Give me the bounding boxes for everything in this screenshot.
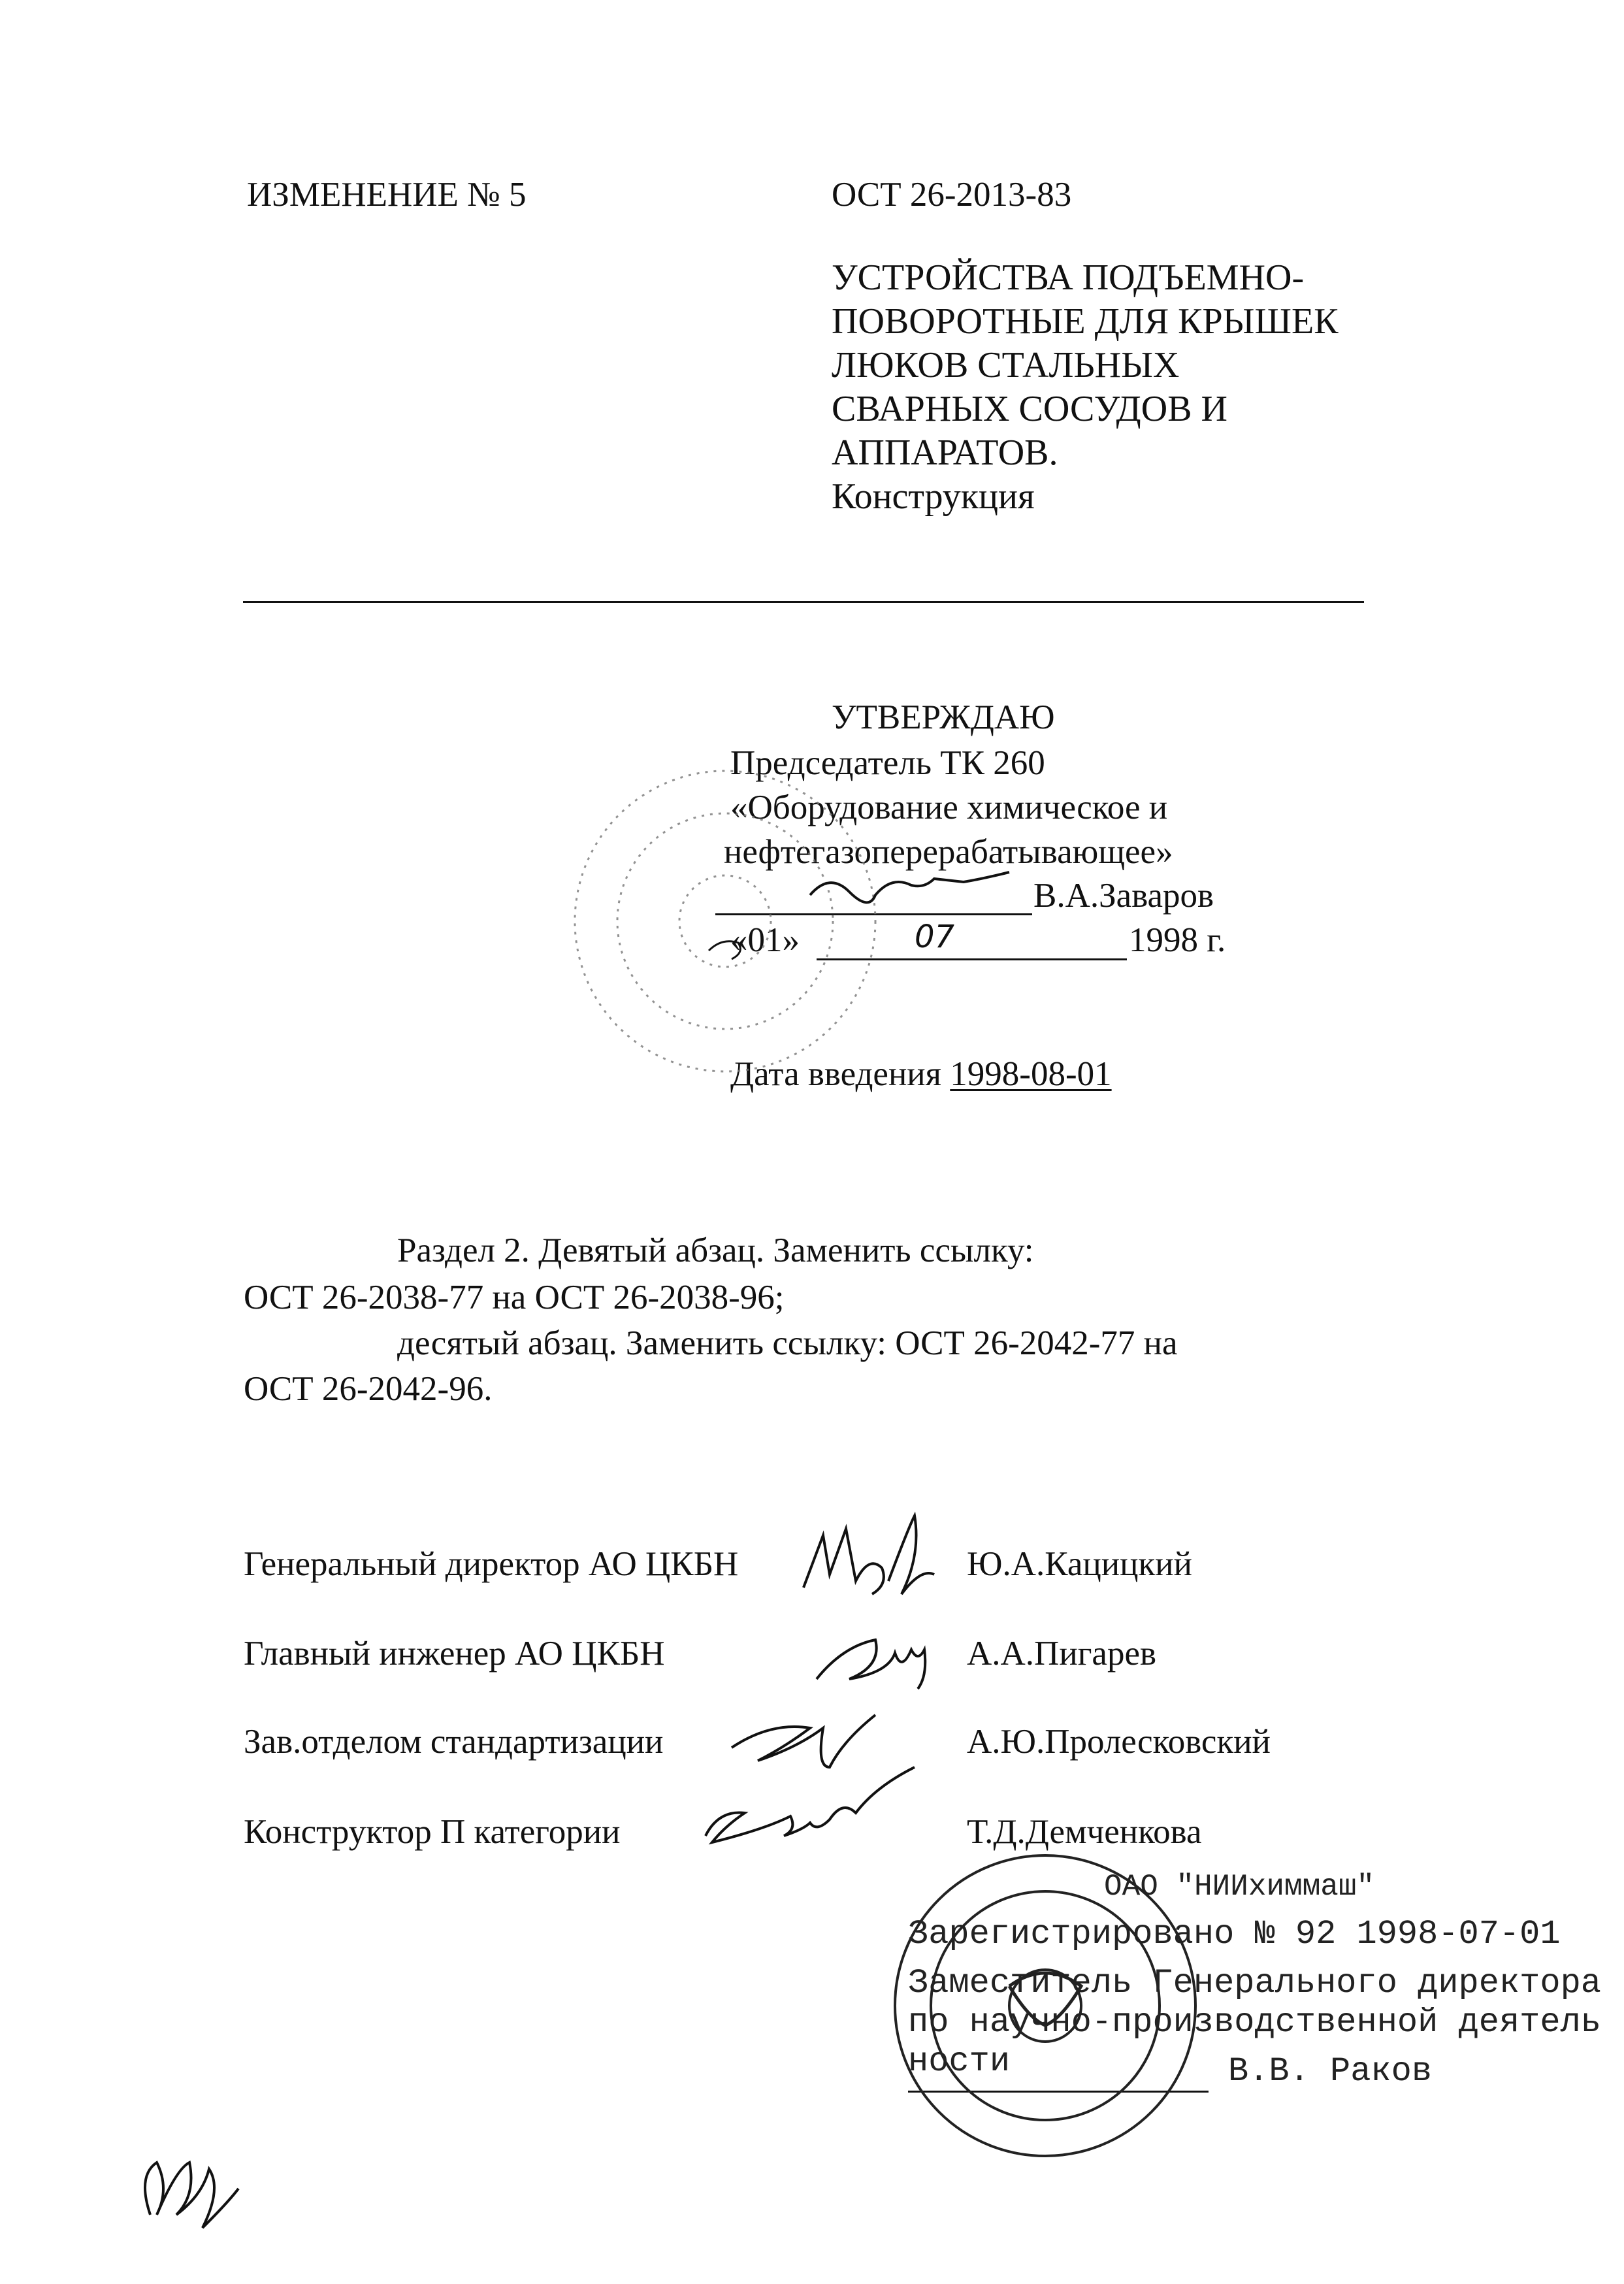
signatory-name: А.Ю.Пролесковский	[967, 1723, 1271, 1761]
round-stamp-tk260	[575, 771, 875, 1071]
handwritten-signature-pigarev	[817, 1640, 925, 1689]
handwritten-initials	[145, 2162, 238, 2228]
body-paragraph-1-line-1: Раздел 2. Девятый абзац. Заменить ссылку:	[397, 1232, 1034, 1269]
handwritten-signature-zavarov	[810, 872, 1009, 902]
round-stamp-niikhimmash	[895, 1855, 1195, 2156]
approval-heading: УТВЕРЖДАЮ	[832, 698, 1055, 736]
registration-deputy-line-3: ности	[908, 2042, 1011, 2081]
approval-date-day: «01»	[730, 921, 800, 959]
handwritten-signature-katsitsky	[804, 1516, 934, 1594]
introduction-date-label: Дата введения	[730, 1055, 942, 1093]
handwritten-signature-proleskovsky	[732, 1715, 875, 1767]
body-paragraph-2-line-1: десятый абзац. Заменить ссылку: ОСТ 26-2042-77 на	[397, 1324, 1178, 1362]
signatory-position: Зав.отделом стандартизации	[244, 1723, 664, 1761]
title-subtitle: Конструкция	[832, 476, 1035, 517]
registration-org: ОАО "НИИхиммаш"	[1104, 1870, 1375, 1904]
handwritten-signature-demchenkova	[706, 1767, 915, 1842]
approval-signer: В.А.Заваров	[1033, 877, 1214, 915]
handwritten-date-mark	[709, 941, 740, 959]
approval-line-2: «Оборудование химическое и	[730, 789, 1168, 826]
body-paragraph-2-line-2: ОСТ 26-2042-96.	[244, 1370, 493, 1408]
introduction-date-value: 1998-08-01	[950, 1055, 1112, 1093]
change-number: ИЗМЕНЕНИЕ № 5	[247, 176, 527, 214]
signatory-position: Главный инженер АО ЦКБН	[244, 1635, 665, 1672]
approval-date-month: 07	[915, 919, 955, 955]
registration-signer: В.В. Раков	[1228, 2052, 1433, 2091]
title-line: СВАРНЫХ СОСУДОВ И	[832, 389, 1227, 429]
signatory-name: А.А.Пигарев	[967, 1635, 1156, 1672]
title-line: ПОВОРОТНЫЕ ДЛЯ КРЫШЕК	[832, 301, 1339, 342]
approval-line-3: нефтегазоперерабатывающее»	[724, 833, 1173, 871]
registration-deputy-line-2: по научно-производственной деятель	[908, 2003, 1601, 2042]
registration-number: Зарегистрировано № 92 1998-07-01	[908, 1915, 1561, 1953]
title-line: ЛЮКОВ СТАЛЬНЫХ	[832, 345, 1180, 385]
title-line: УСТРОЙСТВА ПОДЪЕМНО-	[832, 257, 1305, 298]
signatory-name: Т.Д.Демченкова	[967, 1813, 1202, 1851]
signatory-position: Генеральный директор АО ЦКБН	[244, 1545, 739, 1583]
signatory-name: Ю.А.Кацицкий	[967, 1545, 1192, 1583]
signatory-position: Конструктор П категории	[244, 1813, 621, 1851]
approval-date-year: 1998 г.	[1129, 921, 1226, 959]
body-paragraph-1-line-2: ОСТ 26-2038-77 на ОСТ 26-2038-96;	[244, 1279, 785, 1316]
standard-code: ОСТ 26-2013-83	[832, 176, 1072, 214]
title-line: АППАРАТОВ.	[832, 432, 1058, 473]
approval-line-1: Председатель ТК 260	[730, 744, 1045, 782]
registration-deputy-line-1: Заместитель Генерального директора	[908, 1964, 1601, 2002]
